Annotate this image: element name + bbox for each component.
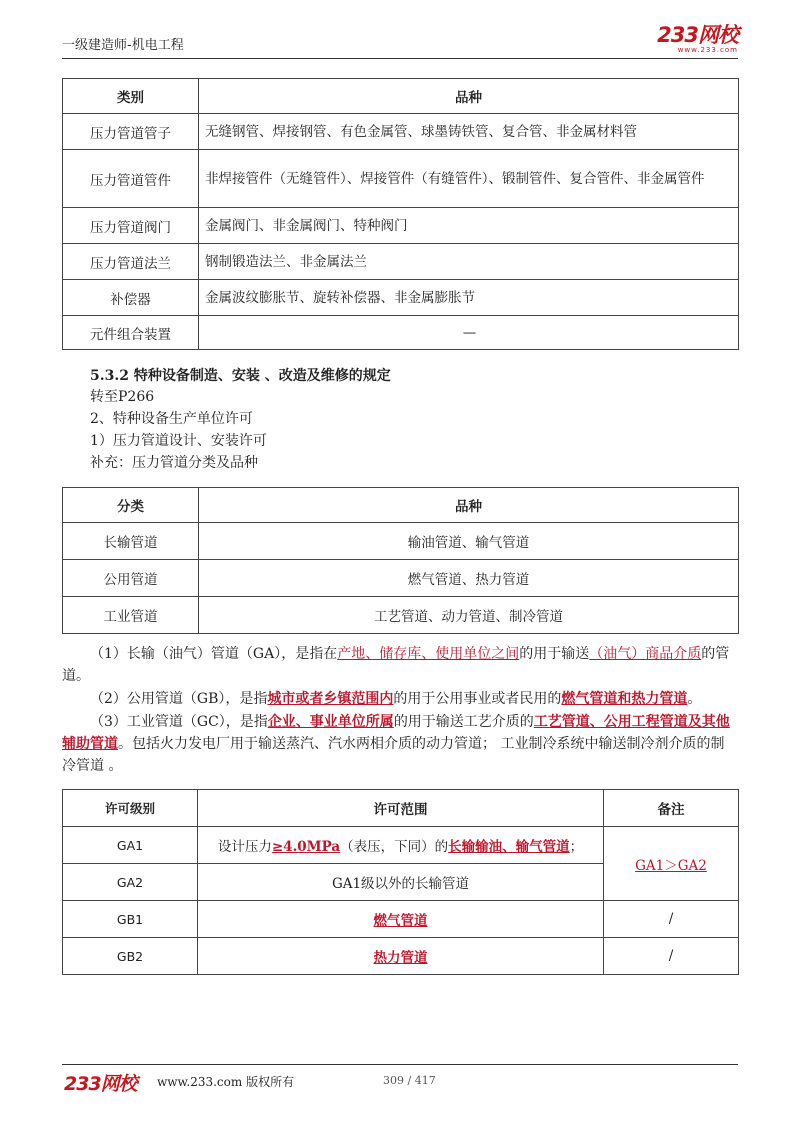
level-cell: GB2 — [63, 938, 198, 975]
body-line: 2、特种设备生产单位许可 — [90, 411, 253, 427]
note-cell — [604, 827, 739, 901]
text-run: （1）长输（油气）管道（GA），是指在 — [90, 646, 338, 662]
table-row — [63, 560, 739, 597]
table-header-row — [63, 790, 739, 827]
pipe-classification-table — [62, 487, 739, 634]
table-row — [63, 827, 739, 864]
highlight-text: 热力管道 — [373, 950, 428, 966]
text-run: 的管道。 — [62, 646, 730, 684]
category-cell: 补偿器 — [63, 280, 199, 316]
note-cell: / — [604, 901, 739, 938]
table-row — [63, 150, 739, 208]
variety-cell: 燃气管道、热力管道 — [199, 560, 739, 597]
class-cell: 工业管道 — [63, 597, 199, 634]
logo-url: www.233.com — [677, 46, 738, 54]
text-run: （2）公用管道（GB），是指 — [90, 691, 268, 707]
text-run: 。 — [687, 691, 702, 707]
scope-cell — [198, 901, 604, 938]
column-header: 许可范围 — [198, 790, 604, 827]
body-line: 转至P266 — [90, 389, 155, 405]
body-line: 补充：压力管道分类及品种 — [90, 455, 258, 471]
highlight-text: 城市或者乡镇范围内 — [267, 691, 394, 707]
scope-cell — [198, 827, 604, 864]
highlight-text: 长输输油、输气管道 — [448, 839, 570, 855]
class-cell: 长输管道 — [63, 523, 199, 560]
text-run: 的用于输送工艺介质的 — [393, 714, 534, 730]
text-run: 设计压力 — [217, 839, 272, 855]
logo-text: 233网校 — [657, 23, 738, 47]
highlight-text: 企业、事业单位所属 — [267, 714, 394, 730]
text-run: ； — [569, 839, 584, 855]
variety-cell: — — [199, 316, 739, 350]
table-row — [63, 938, 739, 975]
level-cell: GB1 — [63, 901, 198, 938]
column-header: 类别 — [63, 79, 199, 114]
body-line: 1）压力管道设计、安装许可 — [90, 433, 267, 449]
highlight-text: ≥4.0MPa — [271, 839, 341, 855]
pipe-component-table — [62, 78, 739, 350]
footer-divider — [62, 1064, 738, 1065]
scope-cell — [198, 938, 604, 975]
text-run: （表压，下同）的 — [340, 839, 449, 855]
highlight-text: 燃气管道和热力管道 — [561, 691, 688, 707]
header-divider — [62, 58, 738, 59]
paragraph-gc — [62, 711, 738, 777]
table-header-row — [63, 79, 739, 114]
text-run: （3）工业管道（GC），是指 — [90, 714, 268, 730]
document-title: 一级建造师-机电工程 — [62, 38, 184, 53]
section-heading: 5.3.2 特种设备制造、安装 、改造及维修的规定 — [90, 368, 391, 384]
category-cell: 压力管道管子 — [63, 114, 199, 150]
footer-logo[interactable]: 233网校 — [64, 1073, 137, 1095]
table-row — [63, 208, 739, 244]
column-header: 备注 — [604, 790, 739, 827]
page-header — [62, 22, 738, 58]
column-header: 许可级别 — [63, 790, 198, 827]
variety-cell: 无缝钢管、焊接钢管、有色金属管、球墨铸铁管、复合管、非金属材料管 — [199, 114, 739, 150]
variety-cell: 工艺管道、动力管道、制冷管道 — [199, 597, 739, 634]
paragraph-ga — [62, 643, 738, 687]
category-cell: 元件组合装置 — [63, 316, 199, 350]
brand-logo[interactable] — [657, 24, 738, 54]
table-header-row — [63, 488, 739, 523]
footer-copyright: www.233.com 版权所有 — [157, 1075, 295, 1089]
table-row — [63, 901, 739, 938]
column-header: 分类 — [63, 488, 199, 523]
highlight-text: 产地、储存库、使用单位之间 — [337, 646, 520, 662]
table-row — [63, 523, 739, 560]
highlight-text: 工艺管道、公用工程管道及其他辅助管道 — [62, 714, 730, 752]
variety-cell: 输油管道、输气管道 — [199, 523, 739, 560]
table-row — [63, 280, 739, 316]
table-row — [63, 114, 739, 150]
text-run: 的用于输送 — [519, 646, 590, 662]
level-cell: GA1 — [63, 827, 198, 864]
variety-cell: 钢制锻造法兰、非金属法兰 — [199, 244, 739, 280]
category-cell: 压力管道管件 — [63, 150, 199, 208]
table-row — [63, 597, 739, 634]
highlight-text: （油气）商品介质 — [589, 646, 702, 662]
highlight-text: GA1＞GA2 — [635, 857, 707, 874]
variety-cell: 非焊接管件（无缝管件）、焊接管件（有缝管件）、锻制管件、复合管件、非金属管件 — [199, 150, 739, 208]
category-cell: 压力管道阀门 — [63, 208, 199, 244]
text-run: 的用于公用事业或者民用的 — [393, 691, 562, 707]
table-row — [63, 316, 739, 350]
category-cell: 压力管道法兰 — [63, 244, 199, 280]
variety-cell: 金属阀门、非金属阀门、特种阀门 — [199, 208, 739, 244]
level-cell: GA2 — [63, 864, 198, 901]
paragraph-gb — [62, 688, 738, 710]
class-cell: 公用管道 — [63, 560, 199, 597]
column-header: 品种 — [199, 79, 739, 114]
text-run: 。包括火力发电厂用于输送蒸汽、汽水两相介质的动力管道； 工业制冷系统中输送制冷剂介质的制冷管道 。 — [62, 736, 725, 774]
column-header: 品种 — [199, 488, 739, 523]
scope-cell: GA1级以外的长输管道 — [198, 864, 604, 901]
license-level-table — [62, 789, 739, 975]
table-row — [63, 244, 739, 280]
page-number: 309 / 417 — [383, 1074, 436, 1087]
highlight-text: 燃气管道 — [373, 913, 428, 929]
variety-cell: 金属波纹膨胀节、旋转补偿器、非金属膨胀节 — [199, 280, 739, 316]
note-cell: / — [604, 938, 739, 975]
